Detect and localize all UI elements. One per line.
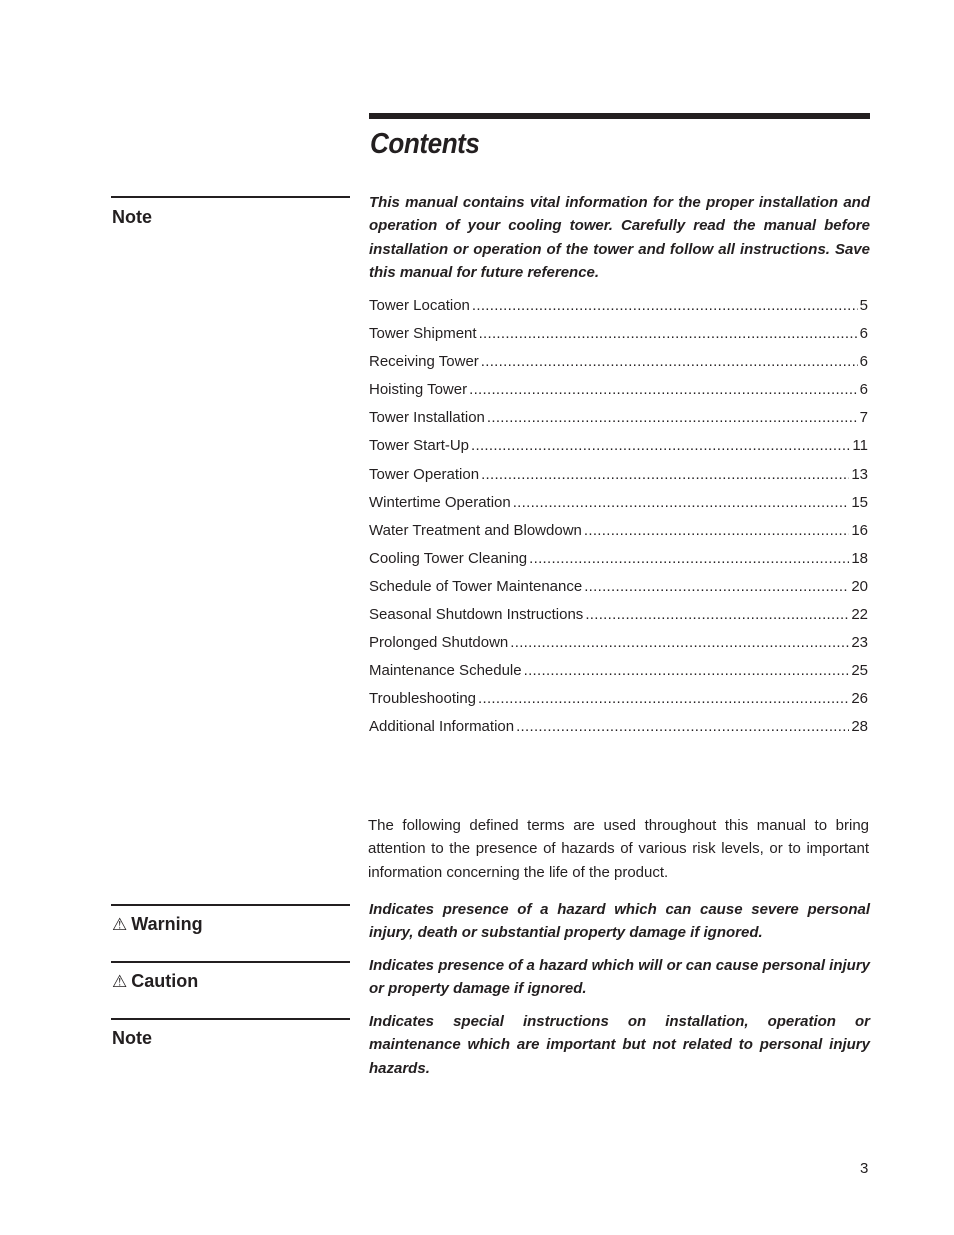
- toc-dot-leader: [481, 466, 849, 483]
- toc-entry-page: 6: [859, 325, 868, 343]
- toc-entry-title: Hoisting Tower: [369, 381, 468, 399]
- toc-entry-page: 11: [852, 437, 868, 455]
- warning-rule: [111, 904, 350, 906]
- caution-triangle-icon: ⚠: [112, 972, 128, 991]
- toc-entry-title: Cooling Tower Cleaning: [369, 549, 528, 567]
- toc-entry[interactable]: [369, 718, 868, 746]
- toc-entry-title: Troubleshooting: [369, 690, 477, 708]
- toc-entry-page: 20: [851, 577, 868, 595]
- intro-paragraph: This manual contains vital information for the proper installation and operation of your cooling tower. Carefully read the manual before installation or operation of the tower and follow all instructions. Save this manual for future reference.: [369, 194, 870, 282]
- toc-entry[interactable]: [369, 409, 868, 437]
- definitions-intro: The following defined terms are used throughout this manual to bring attention to the presence of hazards of various risk levels, or to important information concerning the life of the product.: [368, 817, 869, 881]
- toc-dot-leader: [584, 522, 849, 539]
- toc-entry[interactable]: [369, 353, 868, 381]
- toc-dot-leader: [478, 690, 849, 707]
- warning-triangle-icon: ⚠: [112, 915, 128, 934]
- toc-entry[interactable]: [369, 690, 868, 718]
- toc-entry-title: Tower Operation: [369, 465, 480, 483]
- toc-dot-leader: [471, 437, 850, 454]
- caution-rule: [111, 961, 350, 963]
- toc-entry-page: 7: [859, 409, 868, 427]
- toc-entry-page: 13: [851, 465, 868, 483]
- table-of-contents: [369, 297, 868, 747]
- toc-entry-title: Tower Installation: [369, 409, 485, 427]
- toc-entry[interactable]: [369, 606, 868, 634]
- warning-label-text: Warning: [131, 914, 203, 934]
- toc-dot-leader: [469, 381, 858, 398]
- caution-label: [112, 971, 198, 992]
- note2-label: Note: [112, 1028, 152, 1048]
- toc-dot-leader: [481, 353, 858, 370]
- toc-entry-page: 15: [851, 493, 868, 511]
- toc-entry[interactable]: [369, 297, 868, 325]
- toc-entry-page: 16: [851, 521, 868, 539]
- toc-dot-leader: [516, 718, 849, 735]
- toc-entry-page: 18: [851, 549, 868, 567]
- toc-entry[interactable]: [369, 662, 868, 690]
- toc-dot-leader: [472, 297, 858, 314]
- toc-entry-page: 23: [851, 634, 868, 652]
- toc-entry-title: Tower Start-Up: [369, 437, 470, 455]
- toc-entry[interactable]: [369, 437, 868, 465]
- warning-definition: Indicates presence of a hazard which can cause severe personal injury, death or substantial property damage if ignored.: [369, 901, 870, 942]
- toc-entry-page: 5: [859, 297, 868, 314]
- toc-entry-title: Water Treatment and Blowdown: [369, 521, 582, 539]
- toc-entry[interactable]: [369, 522, 868, 550]
- warning-label: [112, 914, 203, 935]
- toc-entry-title: Receiving Tower: [369, 353, 479, 371]
- toc-dot-leader: [584, 578, 849, 595]
- toc-dot-leader: [487, 409, 858, 426]
- toc-entry-page: 6: [859, 381, 868, 399]
- page-number: 3: [860, 1160, 869, 1177]
- toc-entry-page: 25: [851, 662, 868, 680]
- toc-dot-leader: [529, 550, 849, 567]
- toc-entry[interactable]: [369, 550, 868, 578]
- toc-entry[interactable]: [369, 494, 868, 522]
- toc-entry[interactable]: [369, 325, 868, 353]
- toc-entry[interactable]: [369, 381, 868, 409]
- page-title: Contents: [370, 128, 480, 160]
- toc-entry-page: 26: [851, 690, 868, 708]
- caution-label-text: Caution: [131, 971, 199, 991]
- toc-entry-title: Seasonal Shutdown Instructions: [369, 606, 584, 624]
- toc-entry-title: Tower Shipment: [369, 325, 477, 343]
- toc-entry[interactable]: [369, 578, 868, 606]
- note2-rule: [111, 1018, 350, 1020]
- toc-entry[interactable]: [369, 634, 868, 662]
- caution-definition: Indicates presence of a hazard which will or can cause personal injury or property damage if ignored.: [369, 957, 870, 998]
- toc-entry[interactable]: [369, 466, 868, 494]
- note-definition: Indicates special instructions on installation, operation or maintenance which are important but not related to personal injury hazards.: [369, 1013, 870, 1077]
- toc-dot-leader: [510, 634, 849, 651]
- toc-entry-title: Schedule of Tower Maintenance: [369, 577, 583, 595]
- toc-entry-title: Prolonged Shutdown: [369, 634, 509, 652]
- toc-dot-leader: [585, 606, 849, 623]
- note-label: Note: [112, 207, 152, 227]
- toc-dot-leader: [524, 662, 850, 679]
- toc-entry-title: Wintertime Operation: [369, 493, 511, 511]
- toc-entry-page: 22: [851, 606, 868, 624]
- note-rule: [111, 196, 350, 198]
- toc-entry-title: Additional Information: [369, 718, 515, 736]
- toc-entry-title: Tower Location: [369, 297, 470, 314]
- toc-entry-title: Maintenance Schedule: [369, 662, 522, 680]
- toc-entry-page: 6: [859, 353, 868, 371]
- toc-dot-leader: [479, 325, 858, 342]
- title-rule: [369, 113, 870, 119]
- toc-dot-leader: [513, 494, 850, 511]
- toc-entry-page: 28: [851, 718, 868, 736]
